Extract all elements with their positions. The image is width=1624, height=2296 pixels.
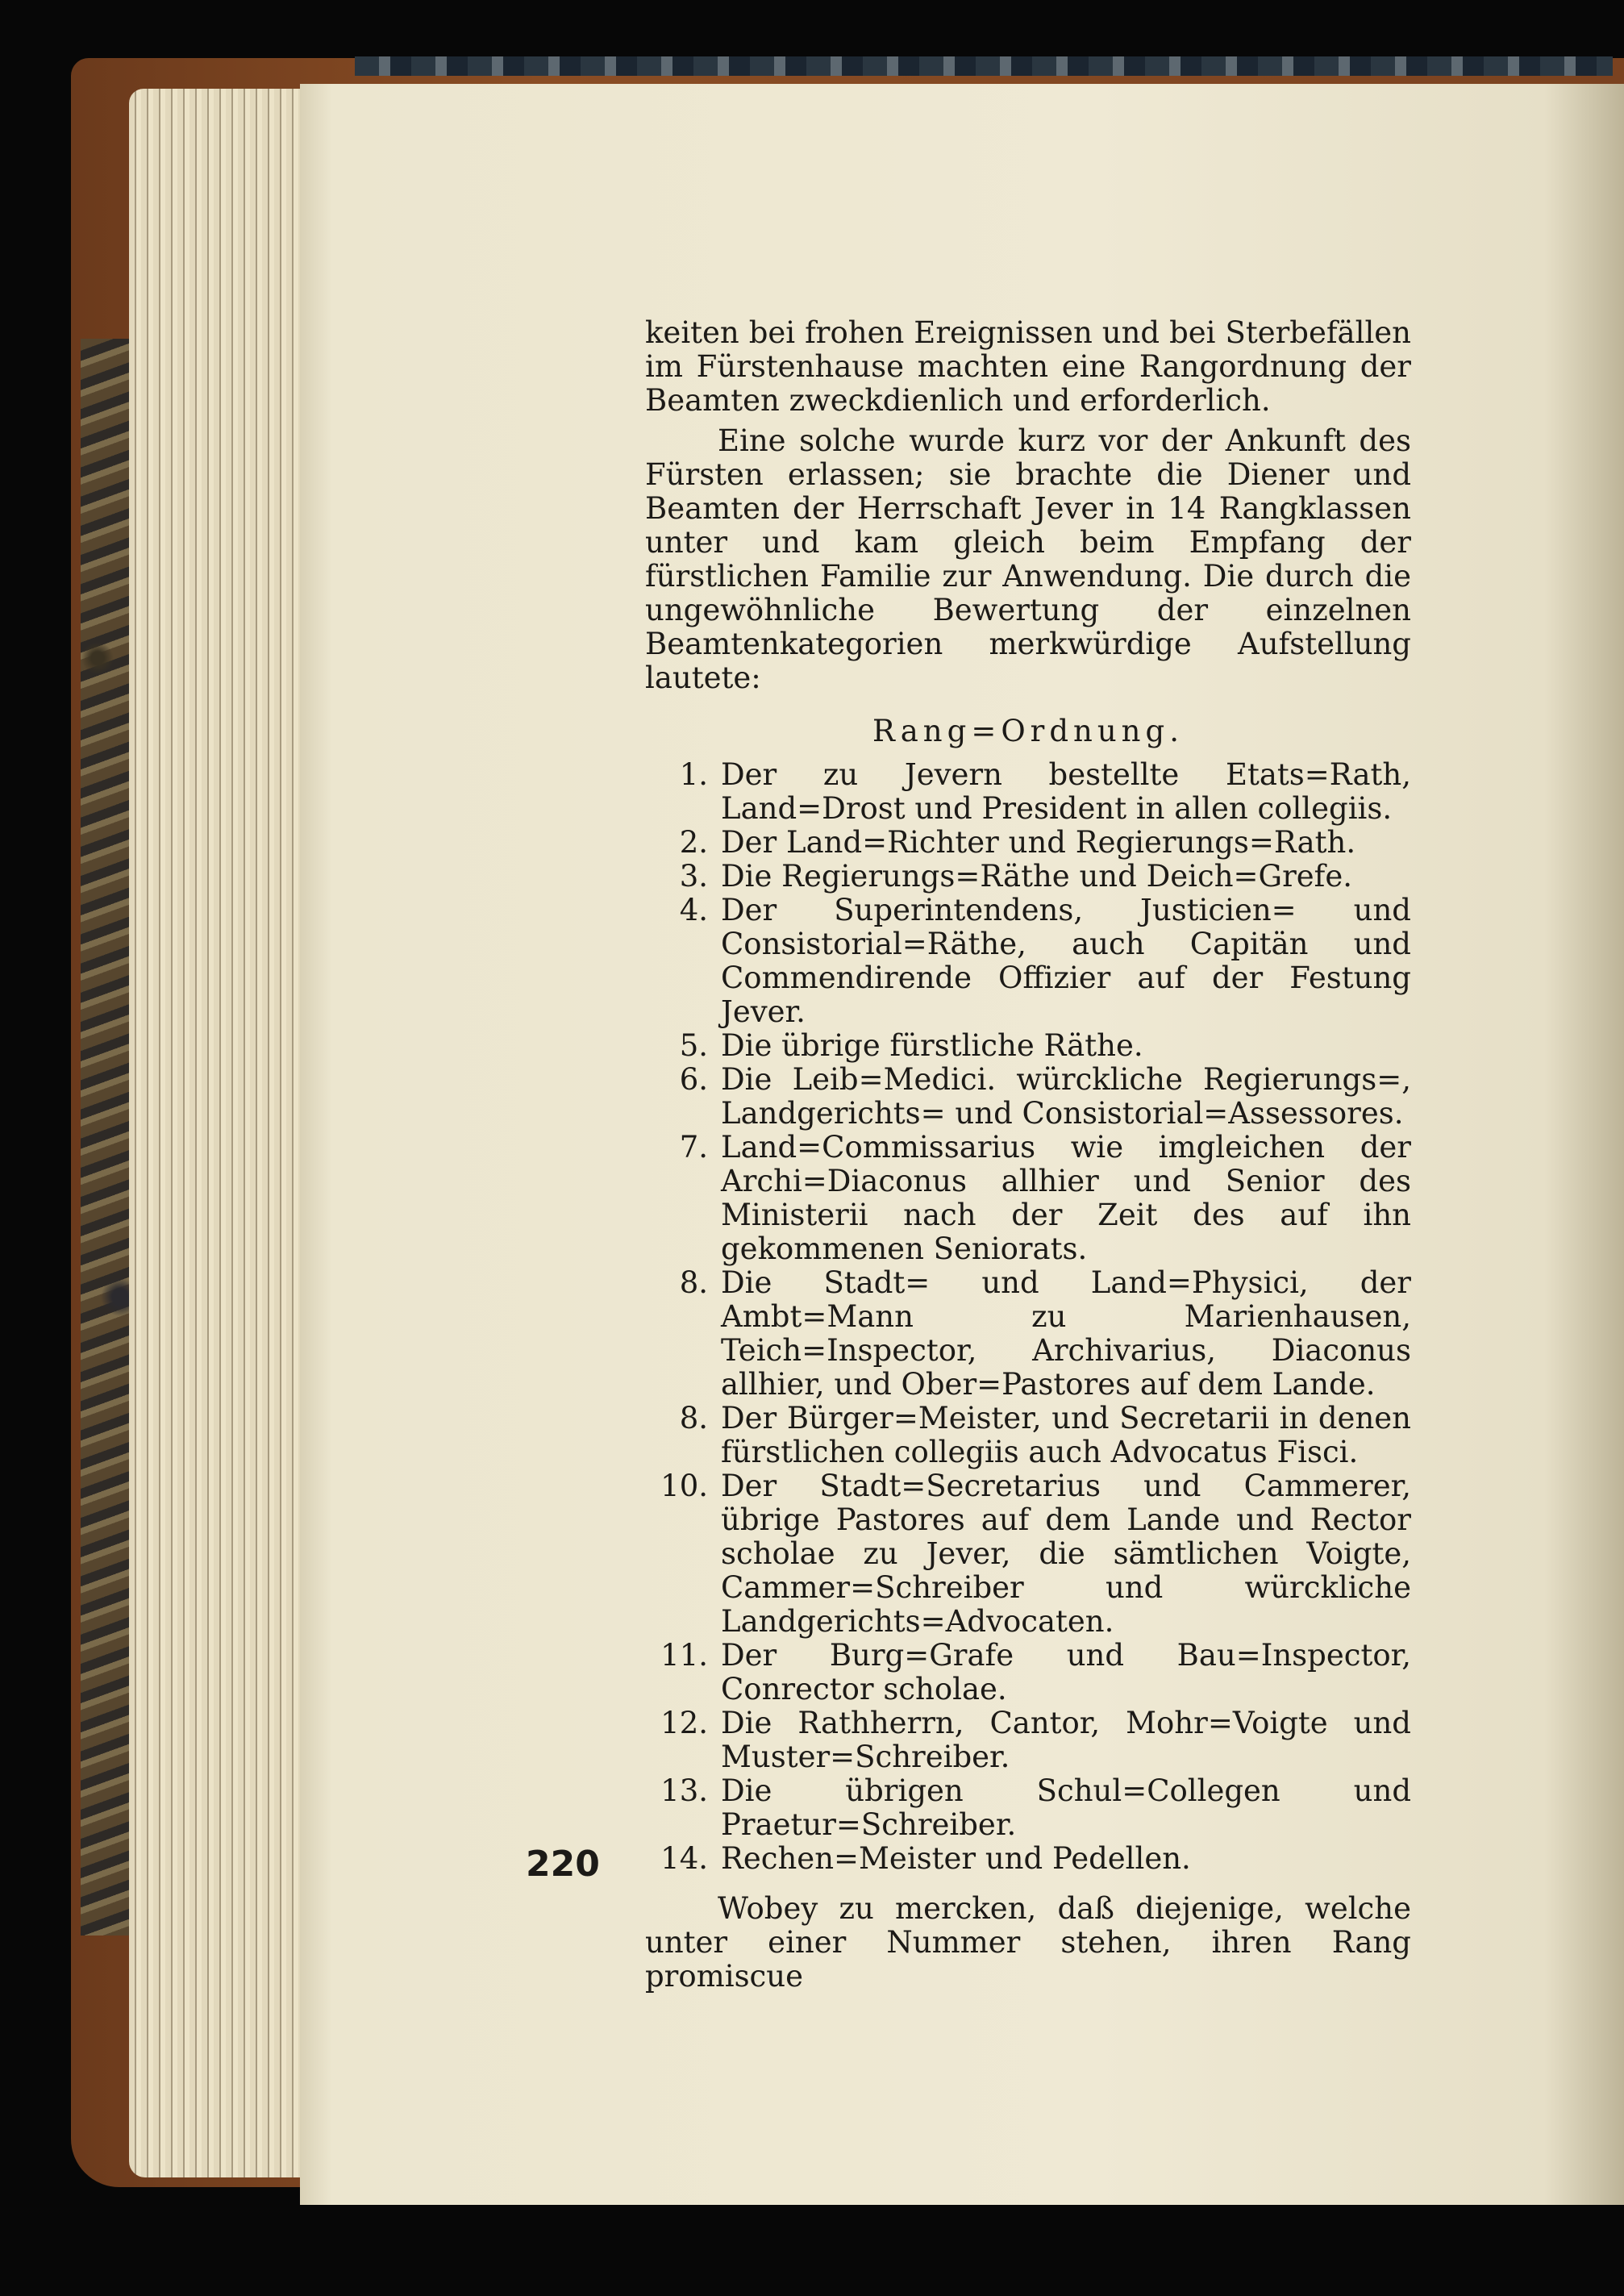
list-item: 3. Die Regierungs=Räthe und Deich=Grefe. <box>679 859 1353 894</box>
book-spine-edge <box>355 56 1613 76</box>
page-text <box>645 316 1411 1994</box>
closing-paragraph: Wobey zu mercken, daß diejenige, welche unter einer Nummer stehen, ihren Rang promiscue <box>645 1891 1411 1994</box>
list-item: 1. Der zu Jevern bestellte Etats=Rath, Land=Drost und President in allen collegiis. <box>679 757 1411 826</box>
section-heading: Rang=Ordnung. <box>872 714 1184 748</box>
list-item: 6. Die Leib=Medici. würckliche Regierungs=, Landgerichts= und Consistorial=Assessores. <box>679 1062 1411 1131</box>
page-stack <box>129 89 314 2177</box>
list-item: 2. Der Land=Richter und Regierungs=Rath. <box>679 825 1356 860</box>
list-item: 7. Land=Commissarius wie imgleichen der Archi=Diaconus allhier und Senior des Ministerii nach der Zeit des auf ihn gekommenen Seniorats. <box>679 1130 1411 1266</box>
page-number: 220 <box>526 1844 600 1885</box>
list-item: 5. Die übrige fürstliche Räthe. <box>679 1028 1143 1063</box>
list-item: 13. Die übrigen Schul=Collegen und Praetur=Schreiber. <box>660 1773 1411 1842</box>
list-item: 8. Die Stadt= und Land=Physici, der Ambt=Mann zu Marienhausen, Teich=Inspector, Archivarius, Diaconus allhier, und Ober=Pastores auf dem Lande. <box>679 1265 1411 1402</box>
list-item: 10. Der Stadt=Secretarius und Cammerer, übrige Pastores auf dem Lande und Rector scholae zu Jever, die sämtlichen Voigte, Cammer=Schreiber und würckliche Landgerichts=Advocaten. <box>660 1469 1411 1639</box>
list-item: 12. Die Rathherrn, Cantor, Mohr=Voigte und Muster=Schreiber. <box>660 1706 1411 1774</box>
list-item: 14. Rechen=Meister und Pedellen. <box>660 1841 1191 1876</box>
rank-list <box>645 758 1411 1876</box>
paragraph-1: keiten bei frohen Ereignissen und bei Sterbefällen im Fürstenhause machten eine Rangordnung der Beamten zweckdienlich und erforderlich. <box>645 315 1411 418</box>
paragraph-2: Eine solche wurde kurz vor der Ankunft des Fürsten erlassen; sie brachte die Diener und Beamten der Herrschaft Jever in 14 Rangklassen unter und kam gleich beim Empfang der fürstlichen Familie zur Anwendung. Die durch die ungewöhnliche Bewertung der einzelnen Beamtenkategorien merkwürdige Aufstellung lautete: <box>645 423 1411 695</box>
list-item: 11. Der Burg=Grafe und Bau=Inspector, Conrector scholae. <box>660 1638 1411 1706</box>
list-item: 4. Der Superintendens, Justicien= und Consistorial=Räthe, auch Capitän und Commendirende Offizier auf der Festung Jever. <box>679 893 1411 1029</box>
list-item: 8. Der Bürger=Meister, und Secretarii in denen fürstlichen collegiis auch Advocatus Fisci. <box>679 1401 1411 1469</box>
